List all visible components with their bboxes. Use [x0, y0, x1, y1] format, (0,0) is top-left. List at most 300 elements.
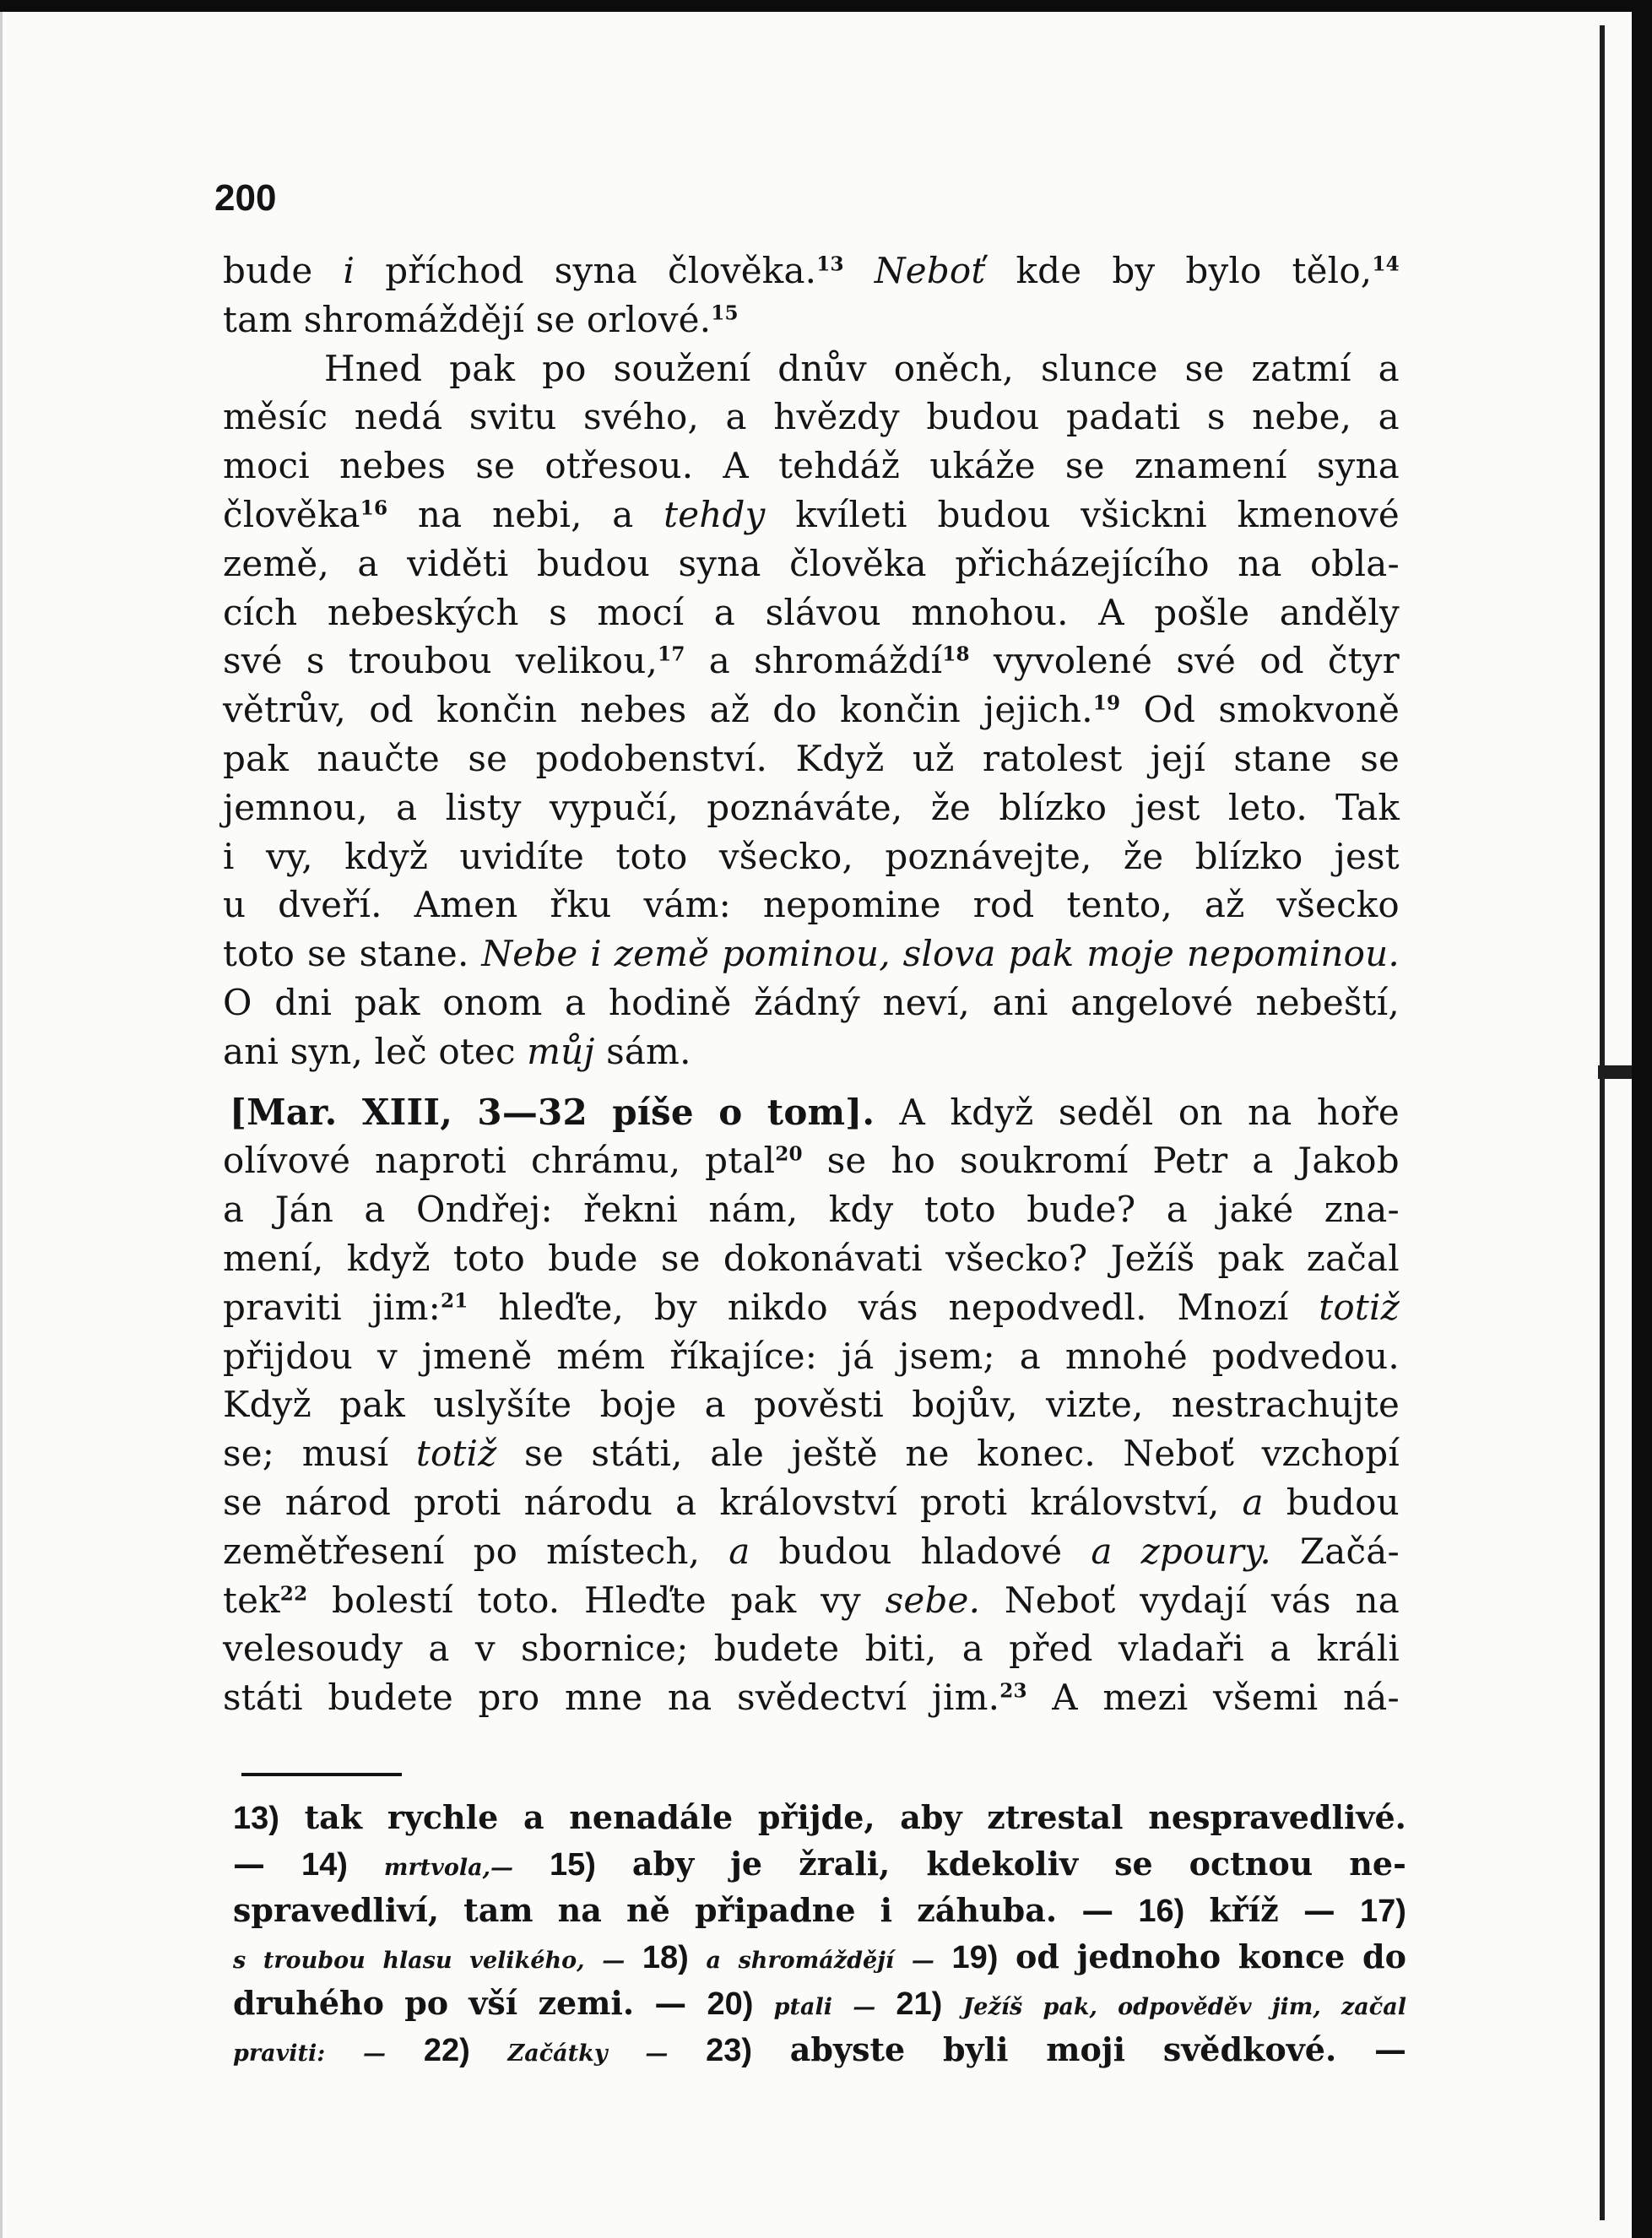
word-group	[1300, 1527, 1400, 1576]
word: Amen	[414, 884, 518, 926]
word: vy,	[265, 835, 313, 877]
word-group	[1081, 490, 1207, 539]
word: leč	[374, 1030, 427, 1072]
word-group	[1059, 1088, 1154, 1137]
word-group	[789, 539, 927, 588]
footnote-small-word: —	[363, 2040, 387, 2067]
word-group	[266, 832, 313, 881]
word: a	[961, 1628, 983, 1670]
word-group	[565, 978, 586, 1027]
footnote-marker: 21	[440, 1289, 469, 1313]
word-group	[428, 1624, 449, 1673]
footnote-small-word: velikého,	[469, 1948, 585, 1974]
word-group	[1008, 929, 1074, 978]
word-group	[614, 344, 751, 393]
word-group	[223, 1283, 342, 1332]
word: budou	[926, 396, 1040, 438]
word: větrův,	[223, 689, 347, 731]
word-group	[1238, 539, 1282, 588]
word: znamení	[1134, 445, 1287, 487]
word: jmeně	[421, 1335, 533, 1377]
text-line	[223, 539, 1400, 588]
word-group	[858, 1283, 918, 1332]
word-group	[463, 1887, 533, 1933]
word: ptal	[705, 1140, 776, 1182]
word-group	[223, 490, 387, 539]
word: až	[1204, 884, 1245, 926]
word: i	[880, 1891, 893, 1929]
word: její	[1150, 737, 1205, 779]
word-group	[223, 1527, 445, 1576]
word: mém	[556, 1335, 646, 1377]
word-group	[355, 978, 420, 1027]
word: když	[344, 835, 429, 877]
word-group	[377, 1332, 398, 1381]
word: a	[704, 1384, 726, 1426]
word-group	[565, 1673, 642, 1722]
word: člověka	[789, 542, 927, 584]
word-group	[973, 881, 1035, 929]
word: naučte	[317, 737, 440, 779]
word-group	[302, 1429, 389, 1478]
word-group	[375, 1136, 506, 1185]
word: velikou,	[515, 640, 658, 682]
word: olívové	[223, 1140, 351, 1182]
word-group	[304, 295, 524, 344]
word-group	[1195, 832, 1303, 881]
word-group	[1086, 929, 1174, 978]
word: příchod	[385, 250, 524, 291]
word-group	[1026, 1185, 1135, 1234]
word-group	[796, 734, 885, 783]
word-group	[1292, 247, 1400, 295]
word-group	[583, 393, 699, 442]
word-group	[960, 1136, 1129, 1185]
word: syna	[1316, 445, 1400, 487]
word-group	[223, 1027, 279, 1076]
footnote-small-word: jim,	[1271, 1994, 1321, 2020]
text-line	[223, 1027, 1400, 1076]
word-group	[550, 881, 611, 929]
word-group	[524, 1429, 564, 1478]
word-group	[492, 490, 582, 539]
word-group	[754, 1380, 884, 1429]
word: žádný	[754, 981, 860, 1023]
word-group	[853, 1980, 875, 2026]
word: hladové	[920, 1530, 1063, 1572]
word-group	[223, 783, 368, 832]
word: se	[524, 1433, 564, 1475]
word-group	[418, 490, 463, 539]
word: ztrestal	[987, 1798, 1124, 1836]
word-group	[1355, 1576, 1400, 1625]
word: na	[1355, 1579, 1400, 1621]
word-group	[926, 393, 1039, 442]
word: kvíleti	[795, 493, 907, 535]
word: po	[473, 1530, 518, 1572]
word: moji	[1046, 2030, 1126, 2068]
word-group	[285, 1478, 391, 1527]
word: sám.	[606, 1030, 691, 1072]
word: všickni	[1081, 493, 1207, 535]
word-group	[583, 1185, 678, 1234]
word: svědectví	[736, 1677, 907, 1719]
word-group	[774, 1980, 832, 2026]
word: a	[612, 493, 634, 535]
word-group	[597, 588, 684, 637]
word-group	[612, 490, 633, 539]
word: všemi	[1213, 1677, 1319, 1719]
word: Mnozí	[1177, 1286, 1289, 1328]
footnote-line	[233, 1933, 1406, 1980]
word: stane	[1233, 737, 1332, 779]
word: jim.	[931, 1677, 1000, 1719]
word: budou	[778, 1530, 892, 1572]
word: Neboť	[1004, 1579, 1116, 1621]
word: do	[1362, 1937, 1406, 1975]
word-group	[937, 490, 1050, 539]
word-group	[963, 1980, 1023, 2026]
word: státi	[223, 1677, 303, 1719]
word-group	[1135, 442, 1287, 490]
word-group	[1189, 1840, 1313, 1887]
text-line	[223, 1576, 1400, 1625]
word: že	[1123, 835, 1164, 877]
word: své	[1176, 640, 1237, 682]
scan-edge-line	[1600, 25, 1605, 2220]
word: Petr	[1152, 1140, 1228, 1182]
footnote-divider	[241, 1773, 402, 1776]
word: Hned	[324, 347, 423, 389]
word-group	[886, 1576, 981, 1625]
word: na	[667, 1677, 712, 1719]
word: A	[899, 1091, 926, 1133]
word-group	[223, 832, 235, 881]
scan-edge-left	[0, 12, 3, 2238]
word-group	[1297, 1136, 1400, 1185]
word: chrámu,	[530, 1140, 681, 1182]
word-group	[840, 685, 961, 734]
footnote-line	[233, 1980, 1406, 2026]
word-group	[1043, 1980, 1097, 2026]
word-group	[728, 1283, 828, 1332]
word: nedá	[354, 396, 443, 438]
word: u	[223, 884, 246, 926]
word-group	[328, 1673, 453, 1722]
word-group	[773, 393, 900, 442]
italic-word: i	[343, 250, 355, 291]
word-group	[498, 1283, 624, 1332]
word-group	[223, 1234, 324, 1283]
word-group	[612, 1088, 694, 1137]
word-group	[1009, 1624, 1093, 1673]
word: jsem;	[898, 1335, 995, 1377]
word-group	[223, 734, 289, 783]
word-group	[339, 1380, 405, 1429]
footnote-number: 19)	[951, 1940, 999, 1975]
word: troubou	[348, 640, 492, 682]
word: řekni	[583, 1189, 679, 1231]
word: vzchopí	[1261, 1433, 1400, 1475]
word-group	[1151, 734, 1205, 783]
word: toto	[223, 933, 295, 975]
word-group	[730, 1840, 762, 1887]
text-line	[223, 344, 1400, 393]
text-line	[223, 247, 1400, 295]
word-group	[1255, 978, 1399, 1027]
text-line	[223, 1088, 1400, 1137]
word-group	[929, 442, 1036, 490]
word: svého,	[583, 396, 700, 438]
word: angelové	[1070, 981, 1233, 1023]
scan-edge-right	[1632, 0, 1652, 2238]
word-group	[459, 832, 584, 881]
footnote-small-word: praviti:	[233, 2040, 326, 2067]
word-group	[911, 588, 1068, 637]
italic-word: a	[1091, 1530, 1113, 1572]
word: pak	[354, 981, 420, 1023]
word-group	[730, 1576, 796, 1625]
word-group	[1272, 1980, 1321, 2026]
word-group	[643, 881, 731, 929]
word: se;	[223, 1433, 275, 1475]
word: vás	[858, 1286, 918, 1328]
word: do	[772, 689, 817, 731]
footnote-small-word: a	[706, 1948, 721, 1974]
word: se	[1114, 1845, 1153, 1883]
word: by	[1112, 250, 1156, 291]
word: —	[233, 1845, 265, 1883]
word-group	[436, 685, 557, 734]
word: Začá-	[1299, 1530, 1400, 1572]
word-group	[275, 1185, 334, 1234]
word: až	[709, 689, 750, 731]
word-group	[349, 637, 492, 685]
word-group	[1124, 832, 1163, 881]
word: měsíc	[223, 396, 328, 438]
text-line	[223, 1136, 1400, 1185]
word: otec	[438, 1030, 516, 1072]
word-group	[332, 1576, 453, 1625]
word-group	[654, 1283, 697, 1332]
word-group	[993, 978, 1048, 1027]
word: záhuba.	[917, 1891, 1058, 1929]
word-group	[324, 344, 422, 393]
footnote-number: 16)	[1138, 1894, 1185, 1929]
word-group	[1238, 1933, 1346, 1980]
word-group	[1317, 1624, 1400, 1673]
word: uslyšíte	[433, 1384, 572, 1426]
text-line	[223, 685, 1400, 734]
text-line	[223, 1234, 1400, 1283]
text-line	[223, 490, 1400, 539]
word: králi	[1316, 1628, 1400, 1670]
word-group	[912, 1380, 1018, 1429]
word: slunce	[1041, 347, 1158, 389]
word-group	[718, 1088, 742, 1137]
word: tek	[223, 1579, 280, 1621]
word: oněch,	[893, 347, 1015, 389]
word-group	[469, 393, 557, 442]
word: nebi,	[492, 493, 582, 535]
word: se	[535, 298, 576, 340]
word-group	[926, 1840, 1078, 1887]
word-group	[1209, 1887, 1278, 1933]
word-group	[404, 1980, 448, 2026]
word-group	[821, 1576, 861, 1625]
word-group	[924, 1185, 996, 1234]
word-group	[1248, 1088, 1292, 1137]
word-group	[1276, 881, 1400, 929]
word-group	[763, 881, 941, 929]
word-group	[1374, 2026, 1406, 2073]
word: v	[474, 1628, 496, 1670]
word-group	[1046, 1380, 1144, 1429]
word-group	[912, 1933, 934, 1980]
word: bojův,	[912, 1384, 1018, 1426]
word: končin	[839, 689, 961, 731]
word-group	[921, 1527, 1063, 1576]
word: jejich.	[983, 689, 1093, 731]
word: praviti	[223, 1286, 342, 1328]
word: já	[842, 1335, 875, 1377]
word-group	[1317, 442, 1400, 490]
word: se	[1184, 347, 1225, 389]
text-line	[223, 637, 1400, 685]
word-group	[1118, 1980, 1251, 2026]
word-group	[913, 734, 955, 783]
word-group	[708, 1185, 798, 1234]
word-group	[1328, 637, 1400, 685]
word: budou	[1286, 1481, 1400, 1523]
word-group	[766, 588, 881, 637]
word: abyste	[789, 2030, 906, 2068]
word: ani	[223, 1030, 279, 1072]
word: nikdo	[727, 1286, 828, 1328]
footnote-small-word: mrtvola,—	[383, 1855, 514, 1881]
word: ně	[626, 1891, 670, 1929]
word: místech,	[546, 1530, 701, 1572]
word: velesoudy	[223, 1628, 404, 1670]
word-group	[364, 1185, 385, 1234]
word-group	[475, 442, 515, 490]
word-group	[233, 1840, 265, 1887]
word-group	[1185, 247, 1261, 295]
word-group	[538, 1980, 634, 2026]
word-group	[1262, 1429, 1400, 1478]
reference-word: [Mar.	[230, 1091, 338, 1133]
word: spravedliví,	[233, 1891, 440, 1929]
word-group	[754, 637, 970, 685]
word-group	[1005, 1576, 1116, 1625]
word-group	[433, 1380, 571, 1429]
word: tak	[304, 1798, 363, 1836]
word-group	[301, 1840, 348, 1887]
word-group	[290, 1027, 363, 1076]
word-group	[875, 247, 986, 295]
footnote-marker: 17	[658, 643, 685, 667]
word-group	[1020, 1332, 1041, 1381]
word-group	[1065, 1332, 1188, 1381]
word-group	[233, 1980, 384, 2026]
word-group	[223, 1136, 350, 1185]
reference-word: tom].	[766, 1091, 875, 1133]
word: a	[675, 1481, 697, 1523]
italic-word: můj	[527, 1030, 595, 1072]
word: toto	[923, 1189, 996, 1231]
word: tělo,	[1292, 250, 1373, 291]
word-group	[1152, 1136, 1227, 1185]
word-group	[829, 1185, 894, 1234]
word: shromáždí	[754, 640, 943, 682]
word: od	[369, 689, 414, 731]
word: A	[1052, 1677, 1078, 1719]
footnote-small-word: ptali	[773, 1994, 832, 2020]
footnote-marker: 18	[942, 643, 970, 667]
footnote-marker: 23	[999, 1679, 1027, 1703]
word: cích	[223, 591, 298, 633]
word-group	[479, 1673, 540, 1722]
word-group	[449, 344, 515, 393]
word-group	[1378, 393, 1400, 442]
word: listy	[445, 786, 522, 828]
word: jim:	[371, 1286, 441, 1328]
word: konec.	[977, 1433, 1096, 1475]
word: proti	[414, 1481, 501, 1523]
word-group	[754, 978, 860, 1027]
footnote-number: 22)	[423, 2033, 470, 2068]
word: všecko	[1276, 884, 1400, 926]
word: by	[653, 1286, 697, 1328]
word: člověka.	[667, 250, 817, 291]
word: stane.	[359, 933, 469, 975]
word: budou	[536, 542, 651, 584]
footnote-number: 21)	[896, 1986, 943, 2022]
word: se	[468, 737, 508, 779]
word-group	[615, 832, 687, 881]
word: jednoho	[1076, 1937, 1221, 1975]
word-group	[1212, 1332, 1400, 1381]
word-group	[223, 1624, 403, 1673]
word: nebeští,	[1255, 981, 1400, 1023]
word: se	[306, 933, 347, 975]
word: přijde,	[757, 1798, 875, 1836]
word: vás	[1270, 1579, 1331, 1621]
italic-word: pak	[1008, 933, 1075, 975]
word: octnou	[1189, 1845, 1313, 1883]
word-group	[1187, 929, 1400, 978]
word: i	[223, 835, 235, 877]
word: —	[1303, 1891, 1335, 1929]
word-group	[602, 1933, 625, 1980]
word-group	[442, 978, 542, 1027]
text-line	[223, 1478, 1400, 1527]
word-group	[898, 1332, 994, 1381]
footnote-marker: 14	[1372, 252, 1400, 276]
word-group	[710, 1429, 764, 1478]
word: aby	[900, 1798, 962, 1836]
word-group	[900, 1088, 926, 1137]
word: A	[723, 445, 749, 487]
word: moci	[223, 445, 310, 487]
word-group	[536, 295, 576, 344]
word-group	[645, 2026, 668, 2073]
word: pak	[1217, 1237, 1284, 1279]
word-group	[550, 1840, 596, 1887]
word: všecko?	[945, 1237, 1088, 1279]
word-group	[544, 442, 693, 490]
word: a	[1270, 1628, 1292, 1670]
